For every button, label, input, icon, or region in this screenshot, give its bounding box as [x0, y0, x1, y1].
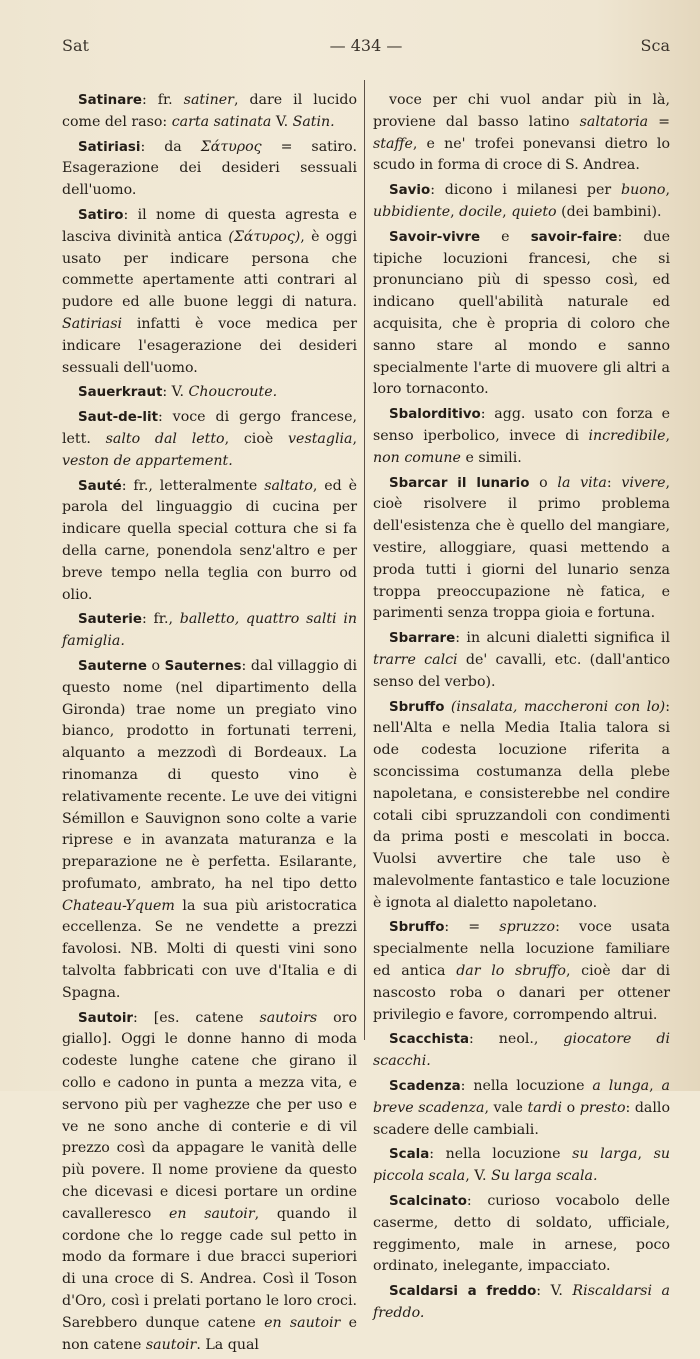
italic-text: giocatore di scacchi. [373, 1031, 670, 1070]
header-right-guideword: Sca [640, 36, 670, 55]
entry-text: = satiro. Esagerazione dei desideri sessuali dell'uomo. [62, 138, 357, 199]
entry-text: : due tipiche locuzioni francesi, che si pronunciano più di spesso così, ed indicano quell'abilità naturale ed acquisita, che è propria di coloro che sanno stare al mondo e sanno specialmente l'arte di muovere gli altri a loro tornaconto. [373, 228, 671, 398]
entry-text: oro giallo]. Oggi le donne hanno di moda codeste lunghe catene che girano il collo e cadono in punta a mezza vita, e servono più per vaghezze che per uso e ve ne sono anche di conterie e di vil prezzo così da appagare le vanità delle più povere. Il nome proviene da questo che dicevasi e dicesi portare un ordine cavalleresco [62, 1009, 357, 1222]
entry-text: , vale [484, 1099, 528, 1116]
entry-headword: Sbruffo [389, 920, 445, 936]
entry-headword: savoir-faire [530, 229, 618, 245]
italic-text: Satiriasi [62, 315, 123, 332]
italic-text: Satin. [292, 113, 335, 130]
entry-text: . La qual [196, 1336, 259, 1353]
italic-text: presto [579, 1099, 626, 1116]
italic-text: Su larga scala. [491, 1168, 598, 1185]
column-divider [364, 80, 365, 1040]
entry-headword: Sautoir [78, 1010, 134, 1026]
entry-text: , cioè dar di nascosto roba o danari per ottener privilegio e favore, corrompendo altrui. [373, 963, 671, 1023]
entry-text: , [352, 430, 358, 447]
entry-text: de' cavalli, etc. (dall'antico senso del verbo). [373, 651, 671, 690]
entry-headword: Sauté [78, 478, 122, 494]
dictionary-entry [62, 382, 357, 404]
italic-text: (Σάτυρος) [228, 228, 301, 245]
entry-headword: Satiriasi [78, 139, 141, 155]
italic-text: Choucroute. [188, 384, 278, 401]
entry-text: : dal villaggio di questo nome (nel dipartimento della Gironda) trae nome un pregiato vino bianco, prodotto in fortunati terreni, alquanto a mezzodì di Bordeaux. La rinomanza di questo vino è relativamente recente. Le uve dei vitigni Sémillon e Sauvignon sono colte a varie riprese e in avanzata maturanza e la preparazione ne è perfetta. Esilarante, profumato, ambrato, ha nel tipo detto [62, 657, 358, 892]
entry-text: : neol., [469, 1031, 564, 1048]
italic-text: tardi [527, 1099, 563, 1116]
entry-text: : V. [536, 1283, 573, 1300]
entry-text: = [648, 113, 671, 130]
page-number: — 434 — [329, 36, 403, 55]
entry-headword: Sbalorditivo [389, 407, 481, 423]
right-column [373, 90, 670, 1328]
entry-headword: Sauterne [78, 658, 147, 674]
italic-text: en sautoir [264, 1314, 341, 1331]
dictionary-entry [373, 697, 670, 915]
entry-headword: Scacchista [389, 1032, 470, 1048]
entry-text: , [502, 203, 512, 220]
italic-text: a breve scadenza [373, 1078, 670, 1116]
entry-text: : in alcuni dialetti significa il [455, 630, 670, 647]
dictionary-entry [62, 137, 357, 202]
entry-text: : voce usata specialmente nella locuzione familiare ed antica [373, 919, 670, 980]
dictionary-entry [373, 628, 670, 693]
italic-text: a lunga [592, 1078, 650, 1095]
entry-text: voce per chi vuol andar più in là, proviene dal basso latino [373, 92, 670, 130]
italic-text: incredibile [588, 427, 666, 444]
entry-text: o [529, 474, 558, 491]
left-column [62, 90, 357, 1359]
entry-text: : il nome di questa agresta e lasciva divinità antica [62, 206, 357, 245]
italic-text: saltato [264, 477, 313, 494]
entry-headword: Scaldarsi a freddo [389, 1284, 537, 1300]
italic-text: quieto [511, 203, 557, 220]
dictionary-entry [62, 90, 357, 134]
running-header [62, 36, 670, 60]
entry-text: : dallo scadere delle cambiali. [373, 1099, 671, 1138]
entry-text: (dei bambini). [556, 203, 662, 220]
entry-text: , [665, 427, 670, 444]
entry-text: , V. [465, 1168, 492, 1185]
entry-text: : = [444, 919, 500, 936]
italic-text: sautoir [145, 1336, 197, 1353]
entry-headword: Scala [389, 1147, 430, 1163]
italic-text: saltatoria [579, 113, 649, 130]
italic-text: salto dal letto [105, 430, 225, 447]
entry-headword: Sbarrare [389, 631, 456, 647]
entry-text: , [637, 1146, 654, 1163]
dictionary-entry [62, 609, 357, 653]
dictionary-entry [373, 1281, 670, 1325]
entry-text: : dicono i milanesi per [430, 182, 622, 199]
dictionary-entry [62, 407, 357, 472]
italic-text: Σάτυρος [200, 138, 262, 155]
entry-text: : da [140, 138, 201, 155]
italic-text: la vita [557, 474, 607, 491]
entry-headword: Saut-de-lit [78, 410, 158, 426]
dictionary-entry [62, 656, 357, 1005]
entry-text: V. [271, 113, 293, 130]
italic-text: staffe [373, 135, 413, 152]
entry-headword: Savoir-vivre [389, 229, 481, 245]
entry-text: : [es. catene [133, 1009, 260, 1026]
entry-text: , e ne' trofei ponevansi dietro lo scudo in forma di croce di S. Andrea. [373, 135, 670, 174]
italic-text: su piccola scala [373, 1146, 670, 1185]
dictionary-entry [373, 1029, 670, 1073]
dictionary-entry [373, 1144, 670, 1188]
entry-text: : fr. [141, 92, 184, 108]
italic-text: docile [459, 203, 503, 220]
header-left-guideword: Sat [62, 36, 89, 55]
entry-text: : [606, 474, 622, 491]
entry-text: infatti è voce medica per indicare l'esagerazione dei desideri sessuali dell'uomo. [62, 315, 357, 376]
entry-text: , cioè [224, 430, 289, 447]
entry-text: , [450, 203, 460, 220]
dictionary-entry [373, 227, 670, 401]
italic-text: spruzzo [499, 919, 556, 936]
italic-text: satiner [183, 92, 234, 108]
entry-text: , cioè risolvere il primo problema dell'esistenza che è quello del mangiare, vestire, alloggiare, quasi mettendo a proda tutti i giorni del lunario senza troppa preoccupazione nè fatica, e parimenti senza troppa gioia e fortuna. [373, 474, 670, 622]
entry-text: o [146, 657, 165, 674]
entry-headword: Savio [389, 183, 431, 199]
dictionary-entry [373, 90, 670, 177]
entry-headword: Satiro [78, 207, 124, 223]
italic-text: en sautoir [168, 1205, 255, 1222]
entry-text: : nell'Alta e nella Media Italia talora si ode codesta locuzione riferita a sconcissima costumanza della plebe napoletana, e consisterebbe nel condire cotali cibi spruzzandoli con condimenti da prima posti e mescolati in bocca. Vuolsi avvertire che tale uso è malevolmente fantastico e tale locuzione è ignota al dialetto napoletano. [373, 698, 670, 911]
entry-text: e [480, 228, 531, 245]
italic-text: balletto, quattro salti in famiglia. [62, 611, 357, 650]
italic-text: non comune [373, 449, 461, 466]
entry-text: : nella locuzione [429, 1146, 573, 1163]
italic-text: trarre calci [373, 651, 458, 668]
entry-text: , dare il lucido come del raso: [62, 92, 357, 130]
entry-text: e non catene [62, 1314, 357, 1353]
entry-headword: Satinare [78, 93, 142, 108]
italic-text: sautoirs [259, 1009, 318, 1026]
entry-headword: Sbruffo [389, 699, 445, 715]
entry-headword: Sauerkraut [78, 385, 163, 401]
entry-text: , [649, 1078, 662, 1095]
italic-text: vivere [621, 474, 666, 491]
dictionary-entry [373, 1076, 670, 1141]
entry-text: : voce di gergo francese, lett. [62, 409, 357, 447]
entry-headword: Sauterie [78, 612, 142, 628]
dictionary-entry [373, 180, 670, 224]
entry-text: la sua più aristocratica eccellenza. Se ne vendette a prezzi favolosi. NB. Molti di questi vini sono talvolta fabbricati con uve d'Italia e di Spagna. [62, 897, 357, 1001]
entry-headword: Scadenza [389, 1079, 461, 1095]
dictionary-entry [373, 404, 670, 469]
italic-text: ubbidiente [373, 203, 451, 220]
entry-text: : fr., letteralmente [121, 477, 265, 494]
entry-text: o [562, 1099, 580, 1116]
entry-text: : nella locuzione [460, 1078, 593, 1095]
dictionary-entry [62, 476, 357, 607]
entry-text: , quando il cordone che lo regge cade sul petto in modo da formare i due bracci superiori di una croce di S. Andrea. Così il Toson d'Oro, così i prelati portano le loro croci. Sarebbero dunque catene [62, 1205, 358, 1331]
entry-headword: Scalcinato [389, 1194, 467, 1210]
italic-text: su larga [572, 1146, 638, 1163]
italic-text: vestaglia [288, 430, 353, 447]
entry-headword: Sbarcar il lunario [389, 475, 530, 491]
italic-text: Riscaldarsi a freddo. [373, 1283, 670, 1322]
entry-text: : agg. usato con forza e senso iperbolico, invece di [373, 406, 670, 444]
dictionary-entry [62, 205, 357, 379]
italic-text: veston de appartement. [62, 452, 233, 469]
dictionary-entry [62, 1008, 357, 1357]
entry-text: : V. [162, 384, 189, 401]
dictionary-entry [373, 1191, 670, 1278]
italic-text: buono [621, 182, 666, 199]
dictionary-entry [373, 473, 670, 626]
entry-text: e simili. [460, 449, 522, 466]
entry-text: , è oggi usato per indicare persona che commette apertamente atti contrari al pudore ed alle buone leggi di natura. [62, 228, 357, 311]
italic-text: dar lo sbruffo [456, 963, 566, 980]
entry-text: : curioso vocabolo delle caserme, detto di soldato, ufficiale, reggimento, male in arnese, poco ordinato, inelegante, impacciato. [373, 1193, 670, 1275]
italic-text: carta satinata [171, 113, 272, 130]
italic-text: (insalata, maccheroni con lo) [450, 698, 666, 715]
italic-text: Chateau-Yquem [62, 897, 175, 914]
entry-text: : fr., [141, 611, 180, 628]
entry-headword: Sauternes [164, 658, 242, 674]
entry-text: , ed è parola del linguaggio di cucina per indicare quella special cottura che si fa della carne, ponendola senz'altro e per breve tempo nella teglia con burro od olio. [62, 477, 357, 603]
dictionary-entry [373, 917, 670, 1026]
entry-text: , [665, 182, 670, 199]
